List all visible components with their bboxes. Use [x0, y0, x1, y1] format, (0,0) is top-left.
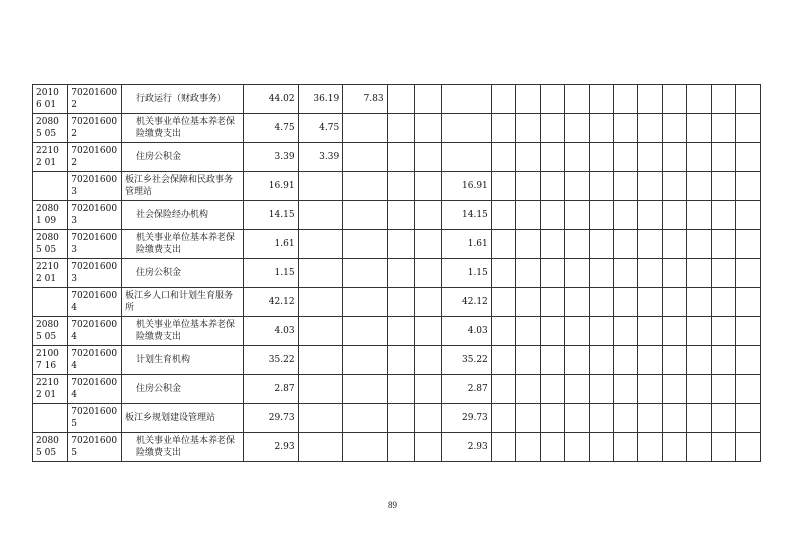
- empty-cell: [589, 172, 613, 201]
- project-expense-cell: [343, 346, 387, 375]
- empty-cell: [662, 288, 686, 317]
- item-name-cell: 住房公积金: [121, 143, 243, 172]
- table-row: [33, 317, 785, 346]
- empty-cell: [516, 201, 540, 230]
- basic-expense-cell: [298, 375, 343, 404]
- unit-code-cell: 70201600 3: [68, 201, 122, 230]
- table-row: [33, 230, 785, 259]
- basic-expense-cell: [298, 288, 343, 317]
- basic-expense-cell: [298, 404, 343, 433]
- empty-cell: [387, 230, 414, 259]
- empty-cell: [687, 114, 711, 143]
- unit-code-cell: 70201600 2: [68, 85, 122, 114]
- empty-cell: [540, 317, 564, 346]
- other-expense-cell: 1.15: [442, 259, 491, 288]
- empty-cell: [736, 317, 760, 346]
- item-name-cell: 板江乡社会保障和民政事务管理站: [121, 172, 243, 201]
- empty-cell: [711, 404, 735, 433]
- total-cell: 44.02: [244, 85, 298, 114]
- subject-code-cell: 21007 16: [33, 346, 68, 375]
- empty-cell: [711, 346, 735, 375]
- item-name-cell: 板江乡规划建设管理站: [121, 404, 243, 433]
- table-row: [33, 433, 785, 462]
- empty-cell: [736, 172, 760, 201]
- other-expense-cell: 1.61: [442, 230, 491, 259]
- empty-cell: [662, 114, 686, 143]
- empty-cell: [687, 201, 711, 230]
- table-row: [33, 85, 785, 114]
- empty-cell: [565, 346, 589, 375]
- empty-cell: [638, 201, 662, 230]
- empty-cell: [414, 375, 441, 404]
- empty-cell: [736, 114, 760, 143]
- empty-cell: [589, 259, 613, 288]
- empty-cell: [736, 85, 760, 114]
- empty-cell: [491, 230, 515, 259]
- page-number: 89: [388, 500, 397, 510]
- total-cell: 16.91: [244, 172, 298, 201]
- empty-cell: [565, 143, 589, 172]
- empty-cell: [662, 375, 686, 404]
- empty-cell: [516, 433, 540, 462]
- empty-cell: [638, 172, 662, 201]
- empty-cell: [491, 317, 515, 346]
- empty-cell: [540, 201, 564, 230]
- project-expense-cell: [343, 288, 387, 317]
- item-name-cell: 行政运行（财政事务）: [121, 85, 243, 114]
- other-expense-cell: 29.73: [442, 404, 491, 433]
- empty-cell: [540, 259, 564, 288]
- empty-cell: [662, 346, 686, 375]
- empty-cell: [662, 317, 686, 346]
- empty-cell: [387, 317, 414, 346]
- subject-code-cell: 22102 01: [33, 143, 68, 172]
- empty-cell: [711, 259, 735, 288]
- empty-cell: [565, 259, 589, 288]
- item-name-cell: 计划生育机构: [121, 346, 243, 375]
- empty-cell: [613, 259, 637, 288]
- basic-expense-cell: 4.75: [298, 114, 343, 143]
- empty-cell: [516, 114, 540, 143]
- unit-code-cell: 70201600 5: [68, 404, 122, 433]
- empty-cell: [687, 433, 711, 462]
- total-cell: 35.22: [244, 346, 298, 375]
- total-cell: 4.03: [244, 317, 298, 346]
- basic-expense-cell: [298, 201, 343, 230]
- other-expense-cell: 16.91: [442, 172, 491, 201]
- empty-cell: [387, 346, 414, 375]
- table-row: [33, 375, 785, 404]
- empty-cell: [540, 288, 564, 317]
- empty-cell: [540, 114, 564, 143]
- empty-cell: [589, 143, 613, 172]
- total-cell: 14.15: [244, 201, 298, 230]
- project-expense-cell: [343, 172, 387, 201]
- item-name-cell: 社会保险经办机构: [121, 201, 243, 230]
- project-expense-cell: [343, 230, 387, 259]
- other-expense-cell: 2.93: [442, 433, 491, 462]
- empty-cell: [711, 85, 735, 114]
- empty-cell: [414, 288, 441, 317]
- basic-expense-cell: [298, 172, 343, 201]
- empty-cell: [613, 230, 637, 259]
- basic-expense-cell: [298, 230, 343, 259]
- empty-cell: [711, 433, 735, 462]
- total-cell: 42.12: [244, 288, 298, 317]
- empty-cell: [711, 317, 735, 346]
- empty-cell: [491, 114, 515, 143]
- empty-cell: [414, 114, 441, 143]
- unit-code-cell: 70201600 2: [68, 143, 122, 172]
- basic-expense-cell: 3.39: [298, 143, 343, 172]
- empty-cell: [589, 85, 613, 114]
- empty-cell: [516, 230, 540, 259]
- empty-cell: [414, 317, 441, 346]
- total-cell: 3.39: [244, 143, 298, 172]
- empty-cell: [662, 259, 686, 288]
- table-row: [33, 172, 785, 201]
- subject-code-cell: 20805 05: [33, 114, 68, 143]
- empty-cell: [565, 172, 589, 201]
- other-expense-cell: 4.03: [442, 317, 491, 346]
- empty-cell: [687, 172, 711, 201]
- project-expense-cell: [343, 143, 387, 172]
- unit-code-cell: 70201600 4: [68, 317, 122, 346]
- empty-cell: [414, 172, 441, 201]
- project-expense-cell: [343, 433, 387, 462]
- empty-cell: [516, 172, 540, 201]
- empty-cell: [638, 288, 662, 317]
- empty-cell: [387, 85, 414, 114]
- empty-cell: [387, 404, 414, 433]
- empty-cell: [491, 346, 515, 375]
- empty-cell: [613, 433, 637, 462]
- empty-cell: [491, 433, 515, 462]
- empty-cell: [565, 201, 589, 230]
- project-expense-cell: 7.83: [343, 85, 387, 114]
- total-cell: 2.87: [244, 375, 298, 404]
- empty-cell: [662, 85, 686, 114]
- empty-cell: [736, 201, 760, 230]
- table-row: [33, 346, 785, 375]
- unit-code-cell: 70201600 3: [68, 259, 122, 288]
- empty-cell: [638, 259, 662, 288]
- empty-cell: [736, 230, 760, 259]
- empty-cell: [662, 143, 686, 172]
- empty-cell: [491, 85, 515, 114]
- empty-cell: [613, 288, 637, 317]
- item-name-cell: 机关事业单位基本养老保险缴费支出: [121, 114, 243, 143]
- other-expense-cell: 35.22: [442, 346, 491, 375]
- empty-cell: [491, 288, 515, 317]
- empty-cell: [589, 433, 613, 462]
- table-row: [33, 288, 785, 317]
- empty-cell: [736, 433, 760, 462]
- empty-cell: [565, 317, 589, 346]
- item-name-cell: 板江乡人口和计划生育服务所: [121, 288, 243, 317]
- project-expense-cell: [343, 259, 387, 288]
- budget-table: [32, 84, 785, 462]
- empty-cell: [613, 317, 637, 346]
- empty-cell: [516, 404, 540, 433]
- empty-cell: [540, 143, 564, 172]
- empty-cell: [638, 346, 662, 375]
- empty-cell: [736, 346, 760, 375]
- empty-cell: [613, 375, 637, 404]
- empty-cell: [387, 288, 414, 317]
- empty-cell: [414, 433, 441, 462]
- other-expense-cell: 2.87: [442, 375, 491, 404]
- project-expense-cell: [343, 404, 387, 433]
- empty-cell: [540, 230, 564, 259]
- total-cell: 4.75: [244, 114, 298, 143]
- subject-code-cell: [33, 404, 68, 433]
- empty-cell: [687, 404, 711, 433]
- other-expense-cell: 42.12: [442, 288, 491, 317]
- total-cell: 1.15: [244, 259, 298, 288]
- empty-cell: [662, 404, 686, 433]
- total-cell: 2.93: [244, 433, 298, 462]
- empty-cell: [711, 201, 735, 230]
- empty-cell: [491, 375, 515, 404]
- other-expense-cell: [442, 85, 491, 114]
- empty-cell: [589, 201, 613, 230]
- empty-cell: [589, 114, 613, 143]
- basic-expense-cell: [298, 259, 343, 288]
- empty-cell: [711, 143, 735, 172]
- unit-code-cell: 70201600 3: [68, 230, 122, 259]
- subject-code-cell: 20801 09: [33, 201, 68, 230]
- basic-expense-cell: [298, 346, 343, 375]
- empty-cell: [687, 85, 711, 114]
- empty-cell: [414, 404, 441, 433]
- project-expense-cell: [343, 317, 387, 346]
- total-cell: 29.73: [244, 404, 298, 433]
- empty-cell: [540, 85, 564, 114]
- empty-cell: [589, 317, 613, 346]
- empty-cell: [516, 346, 540, 375]
- empty-cell: [638, 404, 662, 433]
- other-expense-cell: [442, 143, 491, 172]
- empty-cell: [687, 288, 711, 317]
- subject-code-cell: [33, 172, 68, 201]
- subject-code-cell: 20106 01: [33, 85, 68, 114]
- empty-cell: [516, 375, 540, 404]
- empty-cell: [414, 85, 441, 114]
- empty-cell: [662, 433, 686, 462]
- empty-cell: [387, 433, 414, 462]
- empty-cell: [662, 230, 686, 259]
- empty-cell: [638, 85, 662, 114]
- empty-cell: [387, 375, 414, 404]
- empty-cell: [387, 201, 414, 230]
- table-row: [33, 404, 785, 433]
- item-name-cell: 机关事业单位基本养老保险缴费支出: [121, 317, 243, 346]
- empty-cell: [687, 259, 711, 288]
- empty-cell: [491, 404, 515, 433]
- empty-cell: [387, 114, 414, 143]
- empty-cell: [662, 172, 686, 201]
- empty-cell: [711, 172, 735, 201]
- empty-cell: [414, 230, 441, 259]
- table-row: [33, 143, 785, 172]
- empty-cell: [540, 433, 564, 462]
- empty-cell: [540, 375, 564, 404]
- empty-cell: [687, 230, 711, 259]
- empty-cell: [414, 201, 441, 230]
- empty-cell: [638, 433, 662, 462]
- empty-cell: [613, 404, 637, 433]
- empty-cell: [414, 346, 441, 375]
- empty-cell: [589, 346, 613, 375]
- empty-cell: [711, 375, 735, 404]
- empty-cell: [687, 143, 711, 172]
- unit-code-cell: 70201600 4: [68, 346, 122, 375]
- empty-cell: [711, 288, 735, 317]
- empty-cell: [589, 288, 613, 317]
- empty-cell: [516, 85, 540, 114]
- empty-cell: [613, 346, 637, 375]
- empty-cell: [638, 114, 662, 143]
- empty-cell: [687, 317, 711, 346]
- empty-cell: [516, 143, 540, 172]
- subject-code-cell: [33, 288, 68, 317]
- project-expense-cell: [343, 114, 387, 143]
- project-expense-cell: [343, 375, 387, 404]
- empty-cell: [638, 375, 662, 404]
- empty-cell: [638, 230, 662, 259]
- total-cell: 1.61: [244, 230, 298, 259]
- subject-code-cell: 22102 01: [33, 375, 68, 404]
- empty-cell: [491, 201, 515, 230]
- empty-cell: [565, 404, 589, 433]
- basic-expense-cell: 36.19: [298, 85, 343, 114]
- empty-cell: [638, 143, 662, 172]
- empty-cell: [736, 143, 760, 172]
- empty-cell: [491, 172, 515, 201]
- unit-code-cell: 70201600 2: [68, 114, 122, 143]
- empty-cell: [565, 230, 589, 259]
- empty-cell: [387, 172, 414, 201]
- empty-cell: [589, 230, 613, 259]
- unit-code-cell: 70201600 3: [68, 172, 122, 201]
- empty-cell: [613, 114, 637, 143]
- empty-cell: [711, 114, 735, 143]
- empty-cell: [565, 433, 589, 462]
- unit-code-cell: 70201600 4: [68, 375, 122, 404]
- empty-cell: [613, 201, 637, 230]
- empty-cell: [516, 317, 540, 346]
- empty-cell: [589, 375, 613, 404]
- item-name-cell: 机关事业单位基本养老保险缴费支出: [121, 230, 243, 259]
- empty-cell: [491, 259, 515, 288]
- budget-table-body: [33, 85, 785, 462]
- empty-cell: [613, 85, 637, 114]
- empty-cell: [491, 143, 515, 172]
- basic-expense-cell: [298, 433, 343, 462]
- subject-code-cell: 20805 05: [33, 317, 68, 346]
- empty-cell: [687, 346, 711, 375]
- item-name-cell: 住房公积金: [121, 259, 243, 288]
- empty-cell: [540, 346, 564, 375]
- empty-cell: [540, 172, 564, 201]
- unit-code-cell: 70201600 4: [68, 288, 122, 317]
- empty-cell: [516, 259, 540, 288]
- subject-code-cell: 20805 05: [33, 433, 68, 462]
- empty-cell: [565, 375, 589, 404]
- other-expense-cell: [442, 114, 491, 143]
- basic-expense-cell: [298, 317, 343, 346]
- empty-cell: [565, 288, 589, 317]
- unit-code-cell: 70201600 5: [68, 433, 122, 462]
- item-name-cell: 住房公积金: [121, 375, 243, 404]
- empty-cell: [736, 404, 760, 433]
- subject-code-cell: 20805 05: [33, 230, 68, 259]
- empty-cell: [736, 288, 760, 317]
- empty-cell: [540, 404, 564, 433]
- table-row: [33, 201, 785, 230]
- empty-cell: [711, 230, 735, 259]
- empty-cell: [638, 317, 662, 346]
- table-row: [33, 259, 785, 288]
- empty-cell: [613, 172, 637, 201]
- empty-cell: [516, 288, 540, 317]
- empty-cell: [687, 375, 711, 404]
- empty-cell: [387, 259, 414, 288]
- empty-cell: [613, 143, 637, 172]
- subject-code-cell: 22102 01: [33, 259, 68, 288]
- empty-cell: [736, 375, 760, 404]
- empty-cell: [414, 143, 441, 172]
- empty-cell: [736, 259, 760, 288]
- table-row: [33, 114, 785, 143]
- empty-cell: [565, 114, 589, 143]
- empty-cell: [565, 85, 589, 114]
- empty-cell: [662, 201, 686, 230]
- project-expense-cell: [343, 201, 387, 230]
- empty-cell: [387, 143, 414, 172]
- item-name-cell: 机关事业单位基本养老保险缴费支出: [121, 433, 243, 462]
- empty-cell: [414, 259, 441, 288]
- other-expense-cell: 14.15: [442, 201, 491, 230]
- empty-cell: [589, 404, 613, 433]
